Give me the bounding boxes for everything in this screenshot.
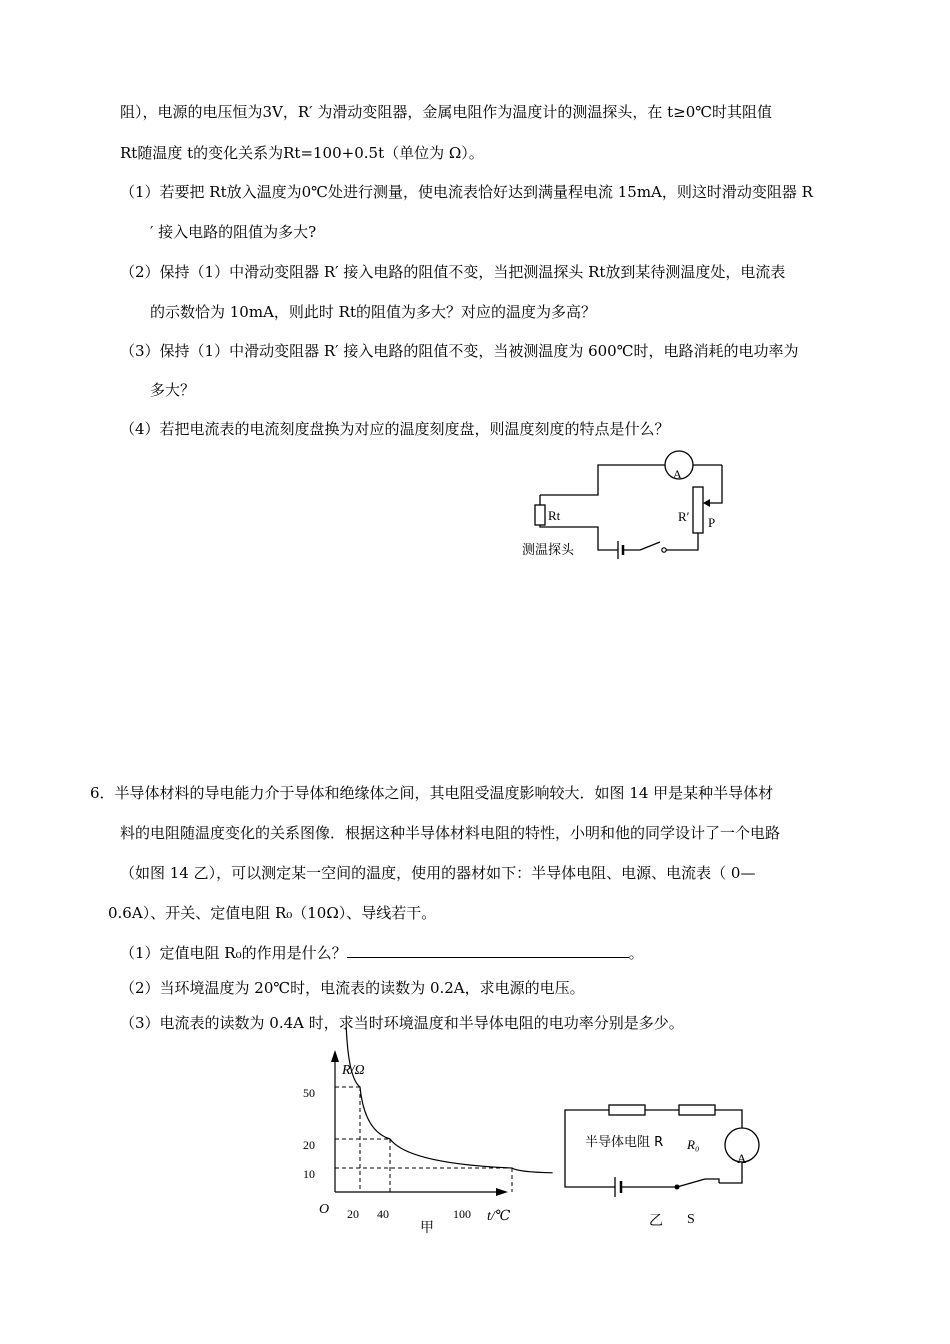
x-axis-arrow xyxy=(496,1188,508,1196)
q6-line3: （如图 14 乙），可以测定某一空间的温度，使用的器材如下：半导体电阻、电源、电流表（ 0— xyxy=(120,864,756,882)
q5-intro-line2: Rt随温度 t的变化关系为Rt=100+0.5t（单位为 Ω）。 xyxy=(120,144,484,162)
y-axis-label: R/Ω xyxy=(342,1063,365,1078)
x-tick-100: 100 xyxy=(453,1207,471,1221)
answer-blank[interactable] xyxy=(347,943,629,958)
q6-line2: 料的电阻随温度变化的关系图像．根据这种半导体材料电阻的特性，小明和他的同学设计了一个电路 xyxy=(120,824,781,842)
q5-sub1-line2: ′ 接入电路的阻值为多大? xyxy=(150,223,317,241)
x-axis-label: t/℃ xyxy=(487,1209,511,1224)
semiconductor-circuit-diagram xyxy=(555,1095,755,1235)
ammeter-label: A xyxy=(673,467,682,481)
rprime-label: R′ xyxy=(678,509,690,524)
q5-sub3-line2: 多大？ xyxy=(150,381,196,399)
circuit-caption: 乙 xyxy=(649,1213,663,1229)
rt-label: Rt xyxy=(548,508,561,523)
q5-sub1-line1: （1）若要把 Rt放入温度为0℃处进行测量，使电流表恰好达到满量程电流 15mA，则这时滑动变阻器 R xyxy=(120,183,813,201)
q6-line4: 0.6A）、开关、定值电阻 R₀（10Ω）、导线若干。 xyxy=(108,904,437,922)
switch-label: S xyxy=(687,1212,695,1227)
x-tick-20: 20 xyxy=(347,1207,359,1221)
q5-intro-line1: 阻），电源的电压恒为3V，R′ 为滑动变阻器，金属电阻作为温度计的测温探头，在 t≥0℃时其阻值 xyxy=(120,103,773,121)
r0-label: R₀ xyxy=(687,1137,700,1152)
q5-sub2-line1: （2）保持（1）中滑动变阻器 R′ 接入电路的阻值不变，当把测温探头 Rt放到某待测温度处，电流表 xyxy=(120,263,786,281)
q5-sub4-line1: （4）若把电流表的电流刻度盘换为对应的温度刻度盘，则温度刻度的特点是什么？ xyxy=(120,420,670,438)
resistance-temperature-graph xyxy=(290,1040,530,1240)
y-axis-arrow xyxy=(331,1050,339,1062)
graph-caption: 甲 xyxy=(420,1220,434,1236)
x-tick-40: 40 xyxy=(377,1207,389,1221)
q5-sub3-line1: （3）保持（1）中滑动变阻器 R′ 接入电路的阻值不变，当被测温度为 600℃时，电路消耗的电功率为 xyxy=(120,342,799,360)
q6-sub2: （2）当环境温度为 20℃时，电流表的读数为 0.2A，求电源的电压。 xyxy=(120,979,585,997)
q6-sub3: （3）电流表的读数为 0.4A 时，求当时环境温度和半导体电阻的电功率分别是多少。 xyxy=(120,1014,684,1032)
thermometer-circuit-diagram xyxy=(500,445,760,575)
y-tick-20: 20 xyxy=(303,1138,315,1152)
origin-label: O xyxy=(319,1202,330,1217)
probe-caption: 测温探头 xyxy=(522,543,575,558)
slider-p-label: P xyxy=(708,515,716,530)
q6-sub1-end: 。 xyxy=(628,944,644,962)
ammeter-label-2: A xyxy=(737,1151,747,1166)
resistance-curve xyxy=(346,1027,552,1173)
q6-sub1-text: （1）定值电阻 R₀的作用是什么？ xyxy=(120,944,347,962)
q6-sub1 xyxy=(120,943,644,963)
y-tick-50: 50 xyxy=(303,1086,315,1100)
q6-line1: 6．半导体材料的导电能力介于导体和绝缘体之间，其电阻受温度影响较大．如图 14 甲是某种半导体材 xyxy=(90,784,774,802)
semiconductor-label: 半导体电阻 R xyxy=(585,1135,664,1150)
y-tick-10: 10 xyxy=(303,1167,315,1181)
q5-sub2-line2: 的示数恰为 10mA，则此时 Rt的阻值为多大？对应的温度为多高？ xyxy=(150,303,597,321)
